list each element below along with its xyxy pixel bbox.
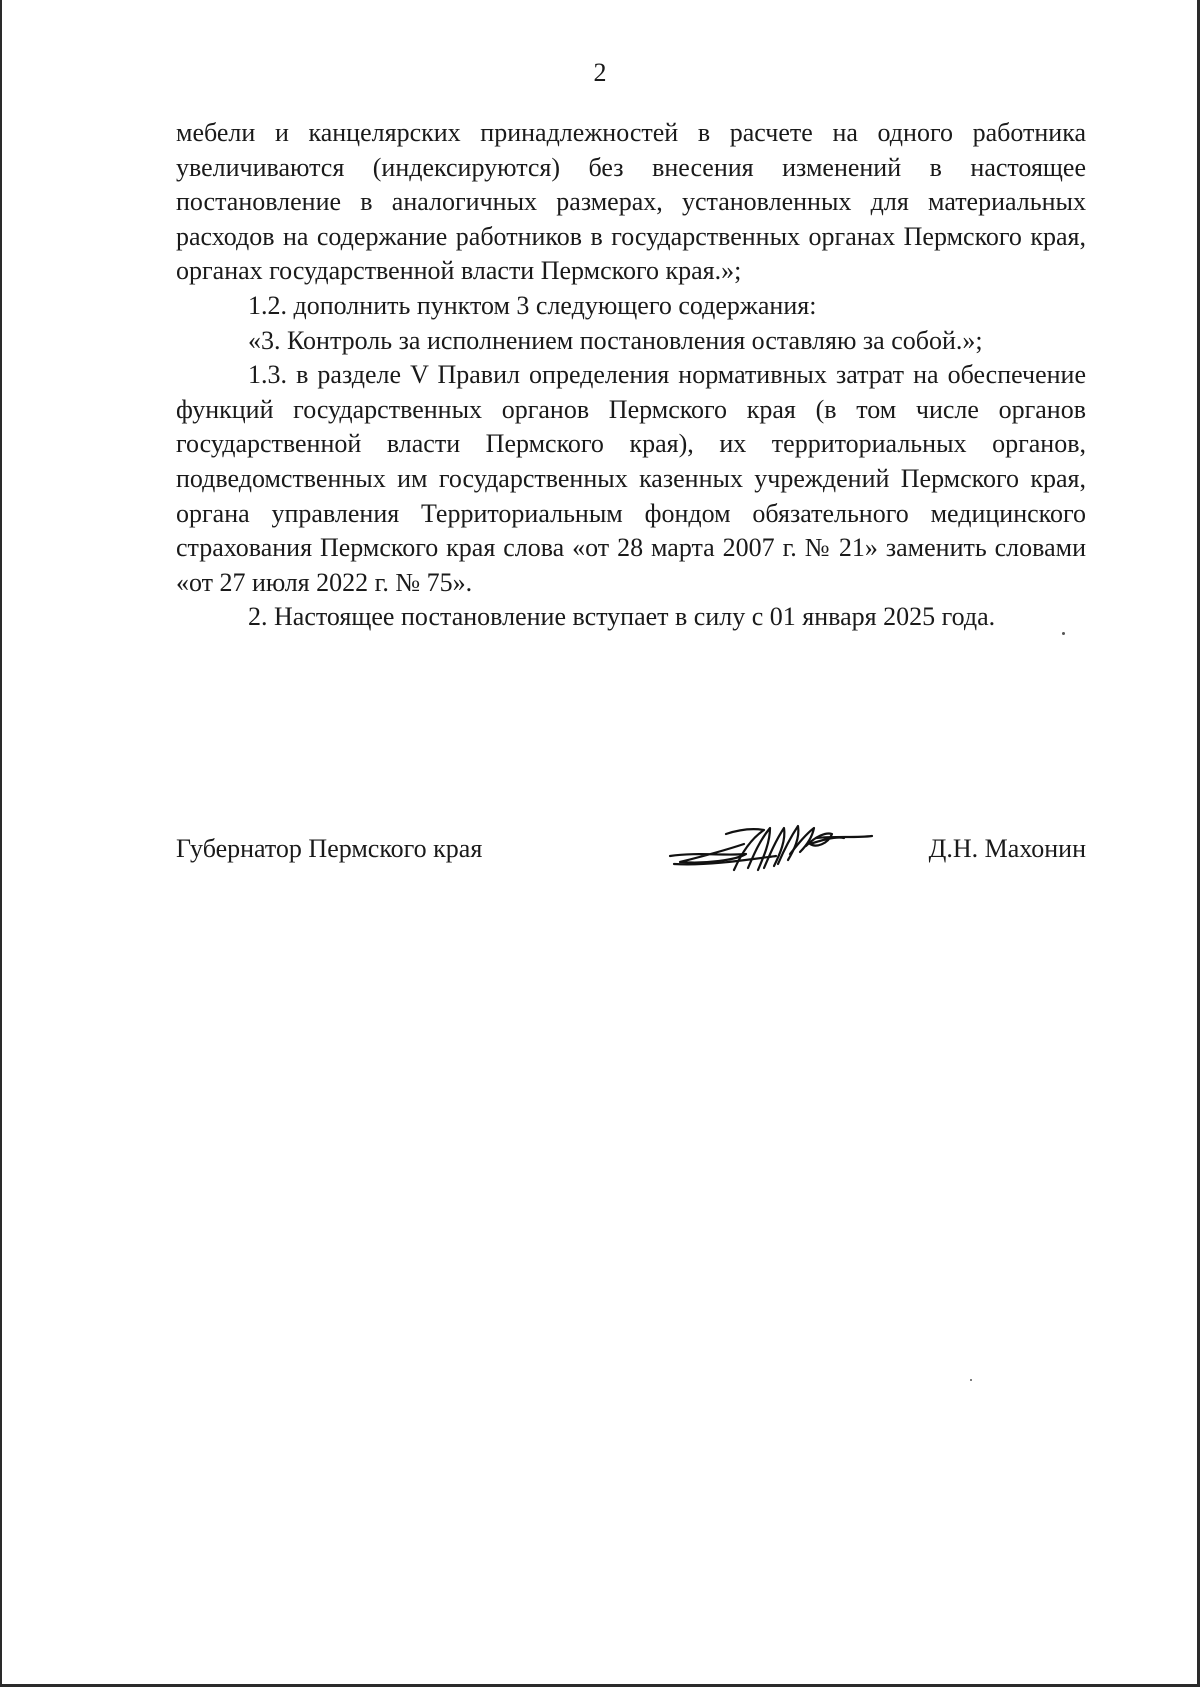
document-body [176,116,1086,635]
signature-block [176,834,1086,884]
signatory-name: Д.Н. Махонин [928,834,1086,863]
paragraph-item-3-quote: «3. Контроль за исполнением постановления оставляю за собой.»; [248,325,983,355]
paragraph-continuation: мебели и канцелярских принадлежностей в расчете на одного работника увеличиваются (индексируются) без внесения изменений в настоящее постановление в аналогичных размерах, установленных для материальных расходов на содержание работников в государственных органах Пермского края, органах государственной власти Пермского края.»; [176,118,1086,286]
signatory-position: Губернатор Пермского края [176,834,483,863]
paragraph-item-1-2: 1.2. дополнить пунктом 3 следующего содержания: [248,290,817,320]
paragraph-item-2: 2. Настоящее постановление вступает в силу с 01 января 2025 года. [248,602,996,632]
handwritten-signature [666,804,876,884]
page-number: 2 [593,58,607,87]
scan-speck [970,1379,972,1381]
paragraph-item-1-3: 1.3. в разделе V Правил определения нормативных затрат на обеспечение функций государственных органов Пермского края (в том числе органов государственной власти Пермского края), их территориальных органов, подведомственных им государственных казенных учреждений Пермского края, органа управления Территориальным фондом обязательного медицинского страхования Пермского края слова «от 28 марта 2007 г. № 21» заменить словами «от 27 июля 2022 г. № 75». [176,360,1086,597]
scan-speck [1062,632,1065,635]
